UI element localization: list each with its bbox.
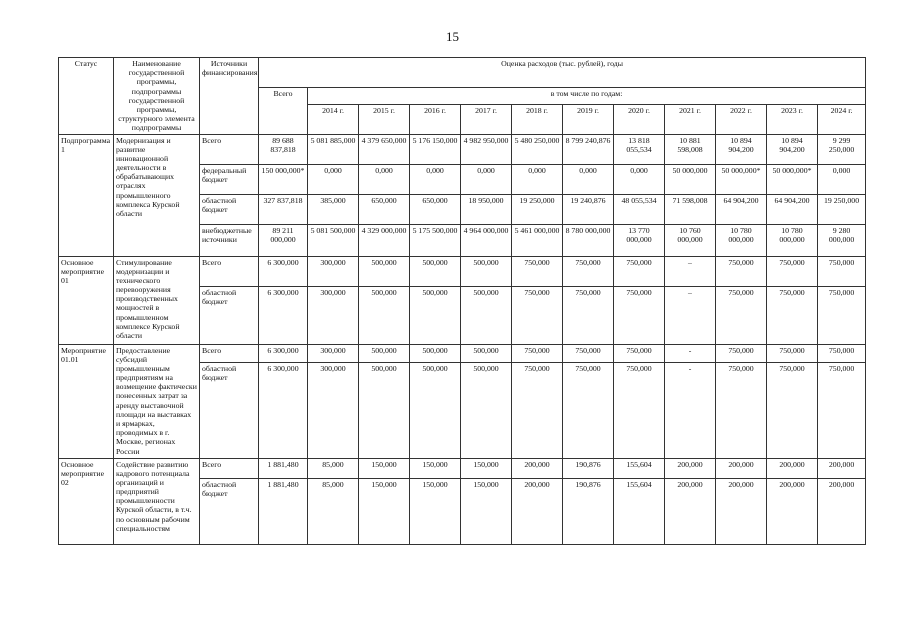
status-cell: Основное мероприятие 01 [59, 256, 114, 344]
header-year: 2022 г. [716, 104, 767, 134]
value-cell: 750,000 [614, 256, 665, 286]
value-cell: 0,000 [563, 164, 614, 194]
value-cell: 1 881,480 [259, 458, 308, 478]
value-cell: 200,000 [716, 458, 767, 478]
value-cell: 64 904,200 [767, 194, 818, 224]
value-cell: 500,000 [410, 286, 461, 344]
value-cell: 300,000 [308, 344, 359, 362]
value-cell: 10 760 000,000 [665, 224, 716, 256]
source-cell: областной бюджет [200, 362, 259, 458]
value-cell: 750,000 [716, 362, 767, 458]
value-cell: 750,000 [818, 344, 866, 362]
value-cell: 190,876 [563, 478, 614, 544]
table-row [59, 256, 866, 286]
value-cell: 500,000 [410, 256, 461, 286]
value-cell: 19 250,000 [512, 194, 563, 224]
header-year: 2016 г. [410, 104, 461, 134]
value-cell: 650,000 [410, 194, 461, 224]
value-cell: 85,000 [308, 458, 359, 478]
value-cell: 500,000 [461, 362, 512, 458]
value-cell: 50 000,000 [665, 164, 716, 194]
value-cell: 750,000 [767, 344, 818, 362]
value-cell: 750,000 [512, 362, 563, 458]
value-cell: 750,000 [716, 344, 767, 362]
value-cell: 8 780 000,000 [563, 224, 614, 256]
value-cell: 89 211 000,000 [259, 224, 308, 256]
value-cell: 89 688 837,818 [259, 134, 308, 164]
value-cell: 300,000 [308, 286, 359, 344]
value-cell: 0,000 [359, 164, 410, 194]
value-cell: 500,000 [359, 256, 410, 286]
value-cell: 500,000 [410, 344, 461, 362]
value-cell: 6 300,000 [259, 362, 308, 458]
value-cell: 150,000 [410, 478, 461, 544]
value-cell: 13 818 055,534 [614, 134, 665, 164]
value-cell: 300,000 [308, 362, 359, 458]
value-cell: 4 379 650,000 [359, 134, 410, 164]
value-cell: 650,000 [359, 194, 410, 224]
value-cell: 4 329 000,000 [359, 224, 410, 256]
value-cell: 0,000 [614, 164, 665, 194]
source-cell: внебюджетные источники [200, 224, 259, 256]
value-cell: 5 461 000,000 [512, 224, 563, 256]
value-cell: 5 480 250,000 [512, 134, 563, 164]
page-number: 15 [446, 29, 459, 44]
value-cell: 750,000 [563, 256, 614, 286]
header-sources: Источники финансирования [200, 58, 259, 135]
value-cell: 500,000 [359, 344, 410, 362]
value-cell: 750,000 [614, 286, 665, 344]
header-status: Статус [59, 58, 114, 135]
value-cell: 200,000 [665, 478, 716, 544]
value-cell: 200,000 [512, 458, 563, 478]
header-year: 2014 г. [308, 104, 359, 134]
value-cell: 0,000 [461, 164, 512, 194]
value-cell: 10 894 904,200 [767, 134, 818, 164]
header-year: 2019 г. [563, 104, 614, 134]
value-cell: 500,000 [359, 286, 410, 344]
value-cell: 200,000 [818, 478, 866, 544]
value-cell: 5 175 500,000 [410, 224, 461, 256]
header-total: Всего [259, 88, 308, 135]
value-cell: - [665, 362, 716, 458]
value-cell: 200,000 [818, 458, 866, 478]
value-cell: 200,000 [716, 478, 767, 544]
source-cell: Всего [200, 256, 259, 286]
status-cell: Подпрограмма 1 [59, 134, 114, 256]
value-cell: 750,000 [818, 286, 866, 344]
value-cell: 750,000 [716, 286, 767, 344]
value-cell: 750,000 [563, 344, 614, 362]
value-cell: 48 055,534 [614, 194, 665, 224]
value-cell: 750,000 [563, 362, 614, 458]
value-cell: 750,000 [818, 362, 866, 458]
value-cell: 150,000 [410, 458, 461, 478]
value-cell: 10 894 904,200 [716, 134, 767, 164]
value-cell: 155,604 [614, 458, 665, 478]
header-year: 2024 г. [818, 104, 866, 134]
value-cell: 200,000 [665, 458, 716, 478]
value-cell: 500,000 [461, 256, 512, 286]
source-cell: Всего [200, 458, 259, 478]
value-cell: 0,000 [818, 164, 866, 194]
value-cell: 750,000 [767, 286, 818, 344]
value-cell: 190,876 [563, 458, 614, 478]
value-cell: 6 300,000 [259, 286, 308, 344]
value-cell: 750,000 [512, 256, 563, 286]
table-row [59, 458, 866, 478]
header-year: 2015 г. [359, 104, 410, 134]
source-cell: Всего [200, 134, 259, 164]
value-cell: – [665, 256, 716, 286]
name-cell: Модернизация и развитие инновационной деятельности в обрабатывающих отраслях промышленного комплекса Курской области [114, 134, 200, 256]
value-cell: 150,000 [461, 478, 512, 544]
value-cell: 0,000 [308, 164, 359, 194]
value-cell: 150,000 [461, 458, 512, 478]
value-cell: 64 904,200 [716, 194, 767, 224]
value-cell: 1 881,480 [259, 478, 308, 544]
source-cell: Всего [200, 344, 259, 362]
header-year: 2018 г. [512, 104, 563, 134]
status-cell: Мероприятие 01.01 [59, 344, 114, 458]
value-cell: 200,000 [512, 478, 563, 544]
table-row [59, 344, 866, 362]
value-cell: – [665, 286, 716, 344]
name-cell: Содействие развитию кадрового потенциала организаций и предприятий промышленности Курской области, в т.ч. по основным рабочим специальностям [114, 458, 200, 544]
value-cell: 19 250,000 [818, 194, 866, 224]
value-cell: 13 770 000,000 [614, 224, 665, 256]
value-cell: 5 081 500,000 [308, 224, 359, 256]
value-cell: 750,000 [614, 362, 665, 458]
value-cell: - [665, 344, 716, 362]
value-cell: 6 300,000 [259, 344, 308, 362]
value-cell: 6 300,000 [259, 256, 308, 286]
value-cell: 4 982 950,000 [461, 134, 512, 164]
header-including: в том числе по годам: [308, 88, 866, 105]
value-cell: 0,000 [512, 164, 563, 194]
name-cell: Стимулирование модернизации и технического перевооружения производственных мощностей в промышленном комплексе Курской области [114, 256, 200, 344]
value-cell: 5 176 150,000 [410, 134, 461, 164]
table-row [59, 134, 866, 164]
value-cell: 750,000 [512, 286, 563, 344]
value-cell: 500,000 [359, 362, 410, 458]
header-name: Наименование государственной программы, подпрограммы государственной программы, структурного элемента подпрограммы [114, 58, 200, 135]
value-cell: 150 000,000* [259, 164, 308, 194]
status-cell: Основное мероприятие 02 [59, 458, 114, 544]
value-cell: 5 081 885,000 [308, 134, 359, 164]
source-cell: областной бюджет [200, 286, 259, 344]
value-cell: 200,000 [767, 478, 818, 544]
value-cell: 10 780 000,000 [716, 224, 767, 256]
source-cell: областной бюджет [200, 194, 259, 224]
value-cell: 10 881 598,008 [665, 134, 716, 164]
header-year: 2020 г. [614, 104, 665, 134]
value-cell: 750,000 [614, 344, 665, 362]
value-cell: 9 280 000,000 [818, 224, 866, 256]
value-cell: 150,000 [359, 458, 410, 478]
value-cell: 750,000 [767, 256, 818, 286]
value-cell: 750,000 [512, 344, 563, 362]
value-cell: 85,000 [308, 478, 359, 544]
header-year: 2017 г. [461, 104, 512, 134]
value-cell: 327 837,818 [259, 194, 308, 224]
header-estimate: Оценка расходов (тыс. рублей), годы [259, 58, 866, 88]
value-cell: 71 598,008 [665, 194, 716, 224]
name-cell: Предоставление субсидий промышленным предприятиям на возмещение фактически понесенных затрат за аренду выставочной площади на выставках и ярмарках, проводимых в г. Москве, регионах России [114, 344, 200, 458]
header-year: 2021 г. [665, 104, 716, 134]
value-cell: 200,000 [767, 458, 818, 478]
header-year: 2023 г. [767, 104, 818, 134]
value-cell: 0,000 [410, 164, 461, 194]
value-cell: 50 000,000* [767, 164, 818, 194]
value-cell: 50 000,000* [716, 164, 767, 194]
value-cell: 4 964 000,000 [461, 224, 512, 256]
value-cell: 155,604 [614, 478, 665, 544]
value-cell: 8 799 240,876 [563, 134, 614, 164]
value-cell: 750,000 [767, 362, 818, 458]
value-cell: 500,000 [410, 362, 461, 458]
value-cell: 18 950,000 [461, 194, 512, 224]
value-cell: 300,000 [308, 256, 359, 286]
source-cell: областной бюджет [200, 478, 259, 544]
value-cell: 9 299 250,000 [818, 134, 866, 164]
value-cell: 750,000 [716, 256, 767, 286]
value-cell: 150,000 [359, 478, 410, 544]
value-cell: 385,000 [308, 194, 359, 224]
value-cell: 19 240,876 [563, 194, 614, 224]
value-cell: 500,000 [461, 286, 512, 344]
value-cell: 10 780 000,000 [767, 224, 818, 256]
value-cell: 500,000 [461, 344, 512, 362]
source-cell: федеральный бюджет [200, 164, 259, 194]
budget-table [58, 57, 866, 545]
value-cell: 750,000 [818, 256, 866, 286]
value-cell: 750,000 [563, 286, 614, 344]
